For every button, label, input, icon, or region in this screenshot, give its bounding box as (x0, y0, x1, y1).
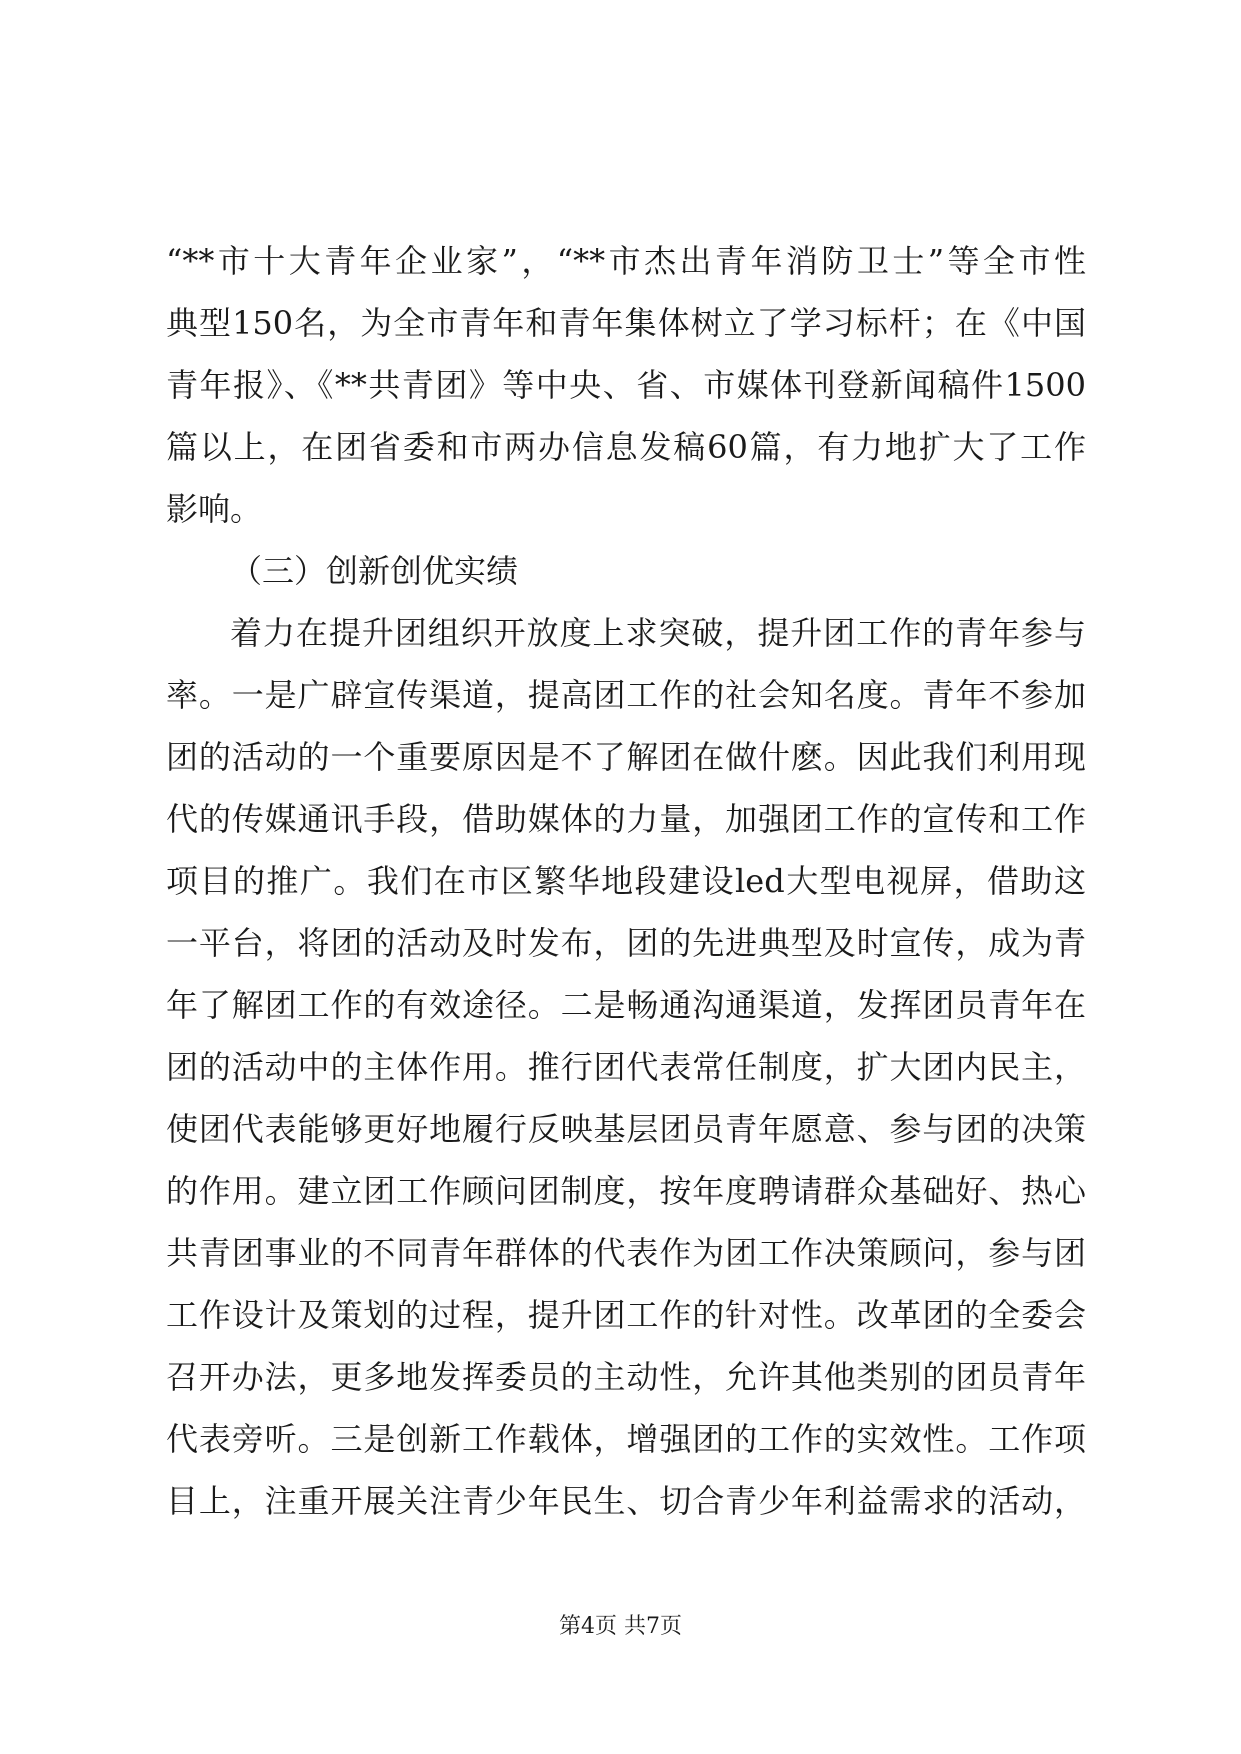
text-line: 团的活动中的主体作用。推行团代表常任制度，扩大团内民主， (166, 1048, 1086, 1086)
text-line: “**市十大青年企业家”，“**市杰出青年消防卫士”等全市性 (166, 242, 1086, 280)
text-line: 青年报》、《**共青团》等中央、省、市媒体刊登新闻稿件1500 (166, 366, 1086, 404)
section-heading: （三）创新创优实绩 (230, 552, 519, 590)
text-line: 代表旁听。三是创新工作载体，增强团的工作的实效性。工作项 (166, 1420, 1086, 1458)
text-line: 着力在提升团组织开放度上求突破，提升团工作的青年参与 (230, 614, 1086, 652)
document-body (166, 230, 1086, 1532)
text-line: 影响。 (166, 490, 263, 528)
text-line: 目上，注重开展关注青少年民生、切合青少年利益需求的活动， (166, 1482, 1086, 1520)
text-line: 团的活动的一个重要原因是不了解团在做什麽。因此我们利用现 (166, 738, 1086, 776)
text-line: 工作设计及策划的过程，提升团工作的针对性。改革团的全委会 (166, 1296, 1086, 1334)
text-line: 篇以上，在团省委和市两办信息发稿60篇，有力地扩大了工作 (166, 428, 1086, 466)
text-line: 使团代表能够更好地履行反映基层团员青年愿意、参与团的决策 (166, 1110, 1086, 1148)
page-number-footer: 第4页 共7页 (559, 1614, 682, 1639)
text-line: 典型150名，为全市青年和青年集体树立了学习标杆；在《中国 (166, 304, 1086, 342)
text-line: 的作用。建立团工作顾问团制度，按年度聘请群众基础好、热心 (166, 1172, 1086, 1210)
text-line: 项目的推广。我们在市区繁华地段建设led大型电视屏，借助这 (166, 862, 1086, 900)
text-line: 召开办法，更多地发挥委员的主动性，允许其他类别的团员青年 (166, 1358, 1086, 1396)
text-line: 共青团事业的不同青年群体的代表作为团工作决策顾问，参与团 (166, 1234, 1086, 1272)
text-line: 率。一是广辟宣传渠道，提高团工作的社会知名度。青年不参加 (166, 676, 1086, 714)
text-line: 代的传媒通讯手段，借助媒体的力量，加强团工作的宣传和工作 (166, 800, 1086, 838)
text-line: 一平台，将团的活动及时发布，团的先进典型及时宣传，成为青 (166, 924, 1086, 962)
text-line: 年了解团工作的有效途径。二是畅通沟通渠道，发挥团员青年在 (166, 986, 1086, 1024)
